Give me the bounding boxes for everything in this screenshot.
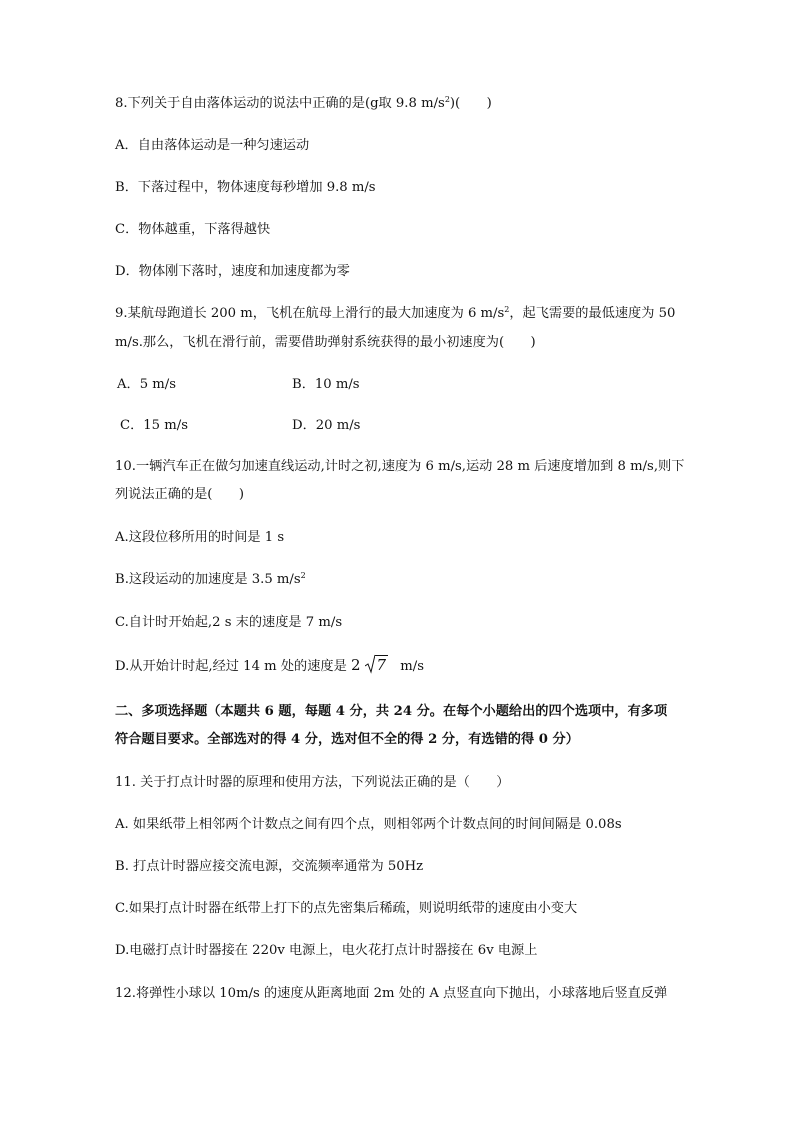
- q9-option-c: C．15 m/s: [120, 418, 188, 433]
- q11-option-a: A. 如果纸带上相邻两个计数点之间有四个点，则相邻两个计数点间的时间间隔是 0.08s: [115, 817, 622, 832]
- section2-heading-line2: 符合题目要求。全部选对的得 4 分，选对但不全的得 2 分，有选错的得 0 分）: [115, 732, 579, 747]
- q11-option-b: B. 打点计时器应接交流电源，交流频率通常为 50Hz: [115, 859, 424, 874]
- q10-option-b-text: B.这段运动的加速度是 3.5 m/s: [115, 572, 301, 587]
- q8-stem-sup: 2: [444, 95, 450, 104]
- q8-stem: [115, 95, 492, 113]
- sqrt-symbol: [365, 656, 389, 676]
- q10-option-d: [115, 656, 424, 676]
- q10-stem-line2: 列说法正确的是( ): [115, 487, 244, 502]
- q8-option-a: A．自由落体运动是一种匀速运动: [115, 138, 310, 153]
- q10-stem-line1: 10.一辆汽车正在做匀加速直线运动,计时之初,速度为 6 m/s,运动 28 m 后速度增加到 8 m/s,则下: [115, 459, 685, 474]
- q10-option-c: C.自计时开始起,2 s 末的速度是 7 m/s: [115, 615, 343, 630]
- q11-stem: 11. 关于打点计时器的原理和使用方法，下列说法正确的是（ ）: [115, 775, 510, 790]
- q9-option-b: B．10 m/s: [292, 377, 360, 392]
- section2-heading-line1: 二、多项选择题（本题共 6 题，每题 4 分，共 24 分。在每个小题给出的四个选项中，有多项: [115, 704, 668, 719]
- radical-sign-icon: [365, 654, 375, 674]
- q8-stem-pre: 8.下列关于自由落体运动的说法中正确的是(g取 9.8 m/s: [115, 96, 445, 111]
- q11-option-d: D.电磁打点计时器接在 220v 电源上，电火花打点计时器接在 6v 电源上: [115, 943, 538, 958]
- q11-option-c: C.如果打点计时器在纸带上打下的点先密集后稀疏，则说明纸带的速度由小变大: [115, 901, 578, 916]
- q9-stem-line2: m/s.那么，飞机在滑行前，需要借助弹射系统获得的最小初速度为( ): [115, 335, 536, 350]
- q12-stem-line1: 12.将弹性小球以 10m/s 的速度从距离地面 2m 处的 A 点竖直向下抛出，小球落地后竖直反弹: [115, 986, 668, 1001]
- q8-option-c: C．物体越重，下落得越快: [115, 222, 271, 237]
- q9-line1-pre: 9.某航母跑道长 200 m，飞机在航母上滑行的最大加速度为 6 m/s: [115, 306, 505, 321]
- q8-stem-post: )( ): [449, 96, 492, 111]
- q10-option-d-unit: m/s: [400, 659, 425, 674]
- q9-option-a: A．5 m/s: [117, 377, 177, 392]
- q9-option-d: D．20 m/s: [292, 418, 361, 433]
- q10-option-b-sup: 2: [300, 571, 306, 580]
- q10-option-a: A.这段位移所用的时间是 1 s: [115, 530, 285, 545]
- q9-line1-post: ，起飞需要的最低速度为 50: [509, 306, 676, 321]
- q9-stem-line1: [115, 305, 675, 323]
- q10-option-d-radicand: 7: [376, 656, 387, 674]
- q8-option-d: D．物体刚下落时，速度和加速度都为零: [115, 264, 350, 279]
- q10-option-b: [115, 571, 306, 589]
- q8-option-b: B．下落过程中，物体速度每秒增加 9.8 m/s: [115, 180, 376, 195]
- q10-option-d-text: D.从开始计时起,经过 14 m 处的速度是: [115, 659, 347, 674]
- q10-option-d-coef: 2: [351, 656, 361, 674]
- q9-line1-sup: 2: [504, 305, 510, 314]
